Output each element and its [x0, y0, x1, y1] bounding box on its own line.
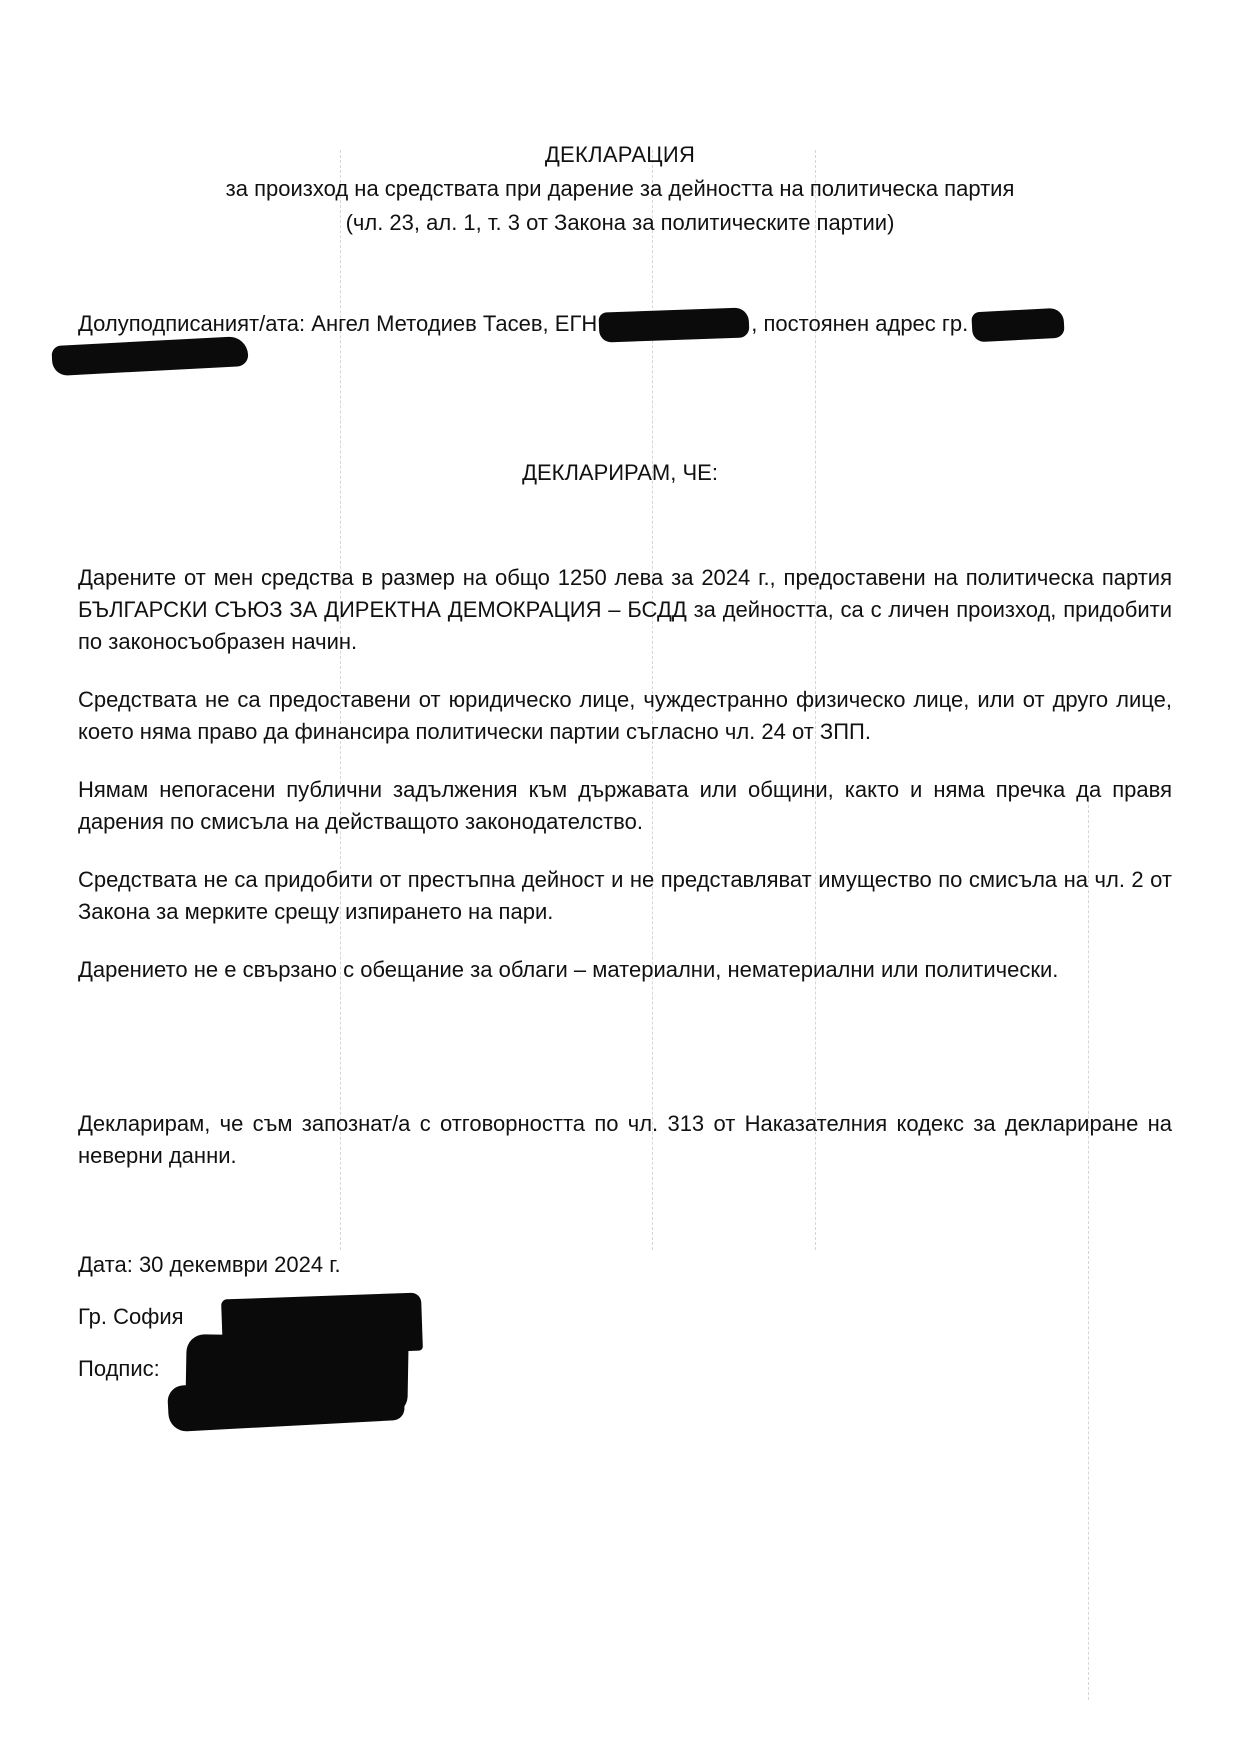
city-line: Гр. София — [78, 1304, 184, 1329]
declarant-label: Долуподписаният/ата: — [78, 311, 306, 336]
egn-label: ЕГН — [554, 311, 598, 336]
declaration-body — [78, 562, 1172, 1012]
paragraph-donation-origin: Дарените от мен средства в размер на общо 1250 лева за 2024 г., предоставени на политическа партия БЪЛГАРСКИ СЪЮЗ ЗА ДИРЕКТНА ДЕМОКРАЦИЯ – БСДД за дейността, са с личен произход, придобити по законосъобразен начин. — [78, 565, 1172, 654]
paragraph-not-criminal: Средствата не са придобити от престъпна дейност и не представляват имущество по смисъла на чл. 2 от Закона за мерките срещу изпирането на пари. — [78, 867, 1172, 924]
legal-reference: (чл. 23, ал. 1, т. 3 от Закона за политическите партии) — [345, 210, 895, 235]
date-line: Дата: 30 декември 2024 г. — [78, 1252, 341, 1277]
responsibility-statement: Декларирам, че съм запознат/а с отговорността по чл. 313 от Наказателния кодекс за деклариране на неверни данни. — [78, 1111, 1172, 1168]
redacted-address — [972, 308, 1065, 343]
paragraph-no-obligations: Нямам непогасени публични задължения към държавата или общини, както и няма пречка да правя дарения по смисъла на действащото законодателство. — [78, 777, 1172, 834]
document-title: ДЕКЛАРАЦИЯ — [544, 142, 696, 167]
declare-heading: ДЕКЛАРИРАМ, ЧЕ: — [522, 460, 718, 485]
declarant-name: Ангел Методиев Тасев, — [311, 311, 549, 336]
paragraph-not-legal-entity: Средствата не са предоставени от юридическо лице, чуждестранно физическо лице, или от друго лице, което няма право да финансира политически партии съгласно чл. 24 от ЗПП. — [78, 687, 1172, 744]
signature-label: Подпис: — [78, 1356, 160, 1381]
paragraph-no-benefits: Дарението не е свързано с обещание за облаги – материални, нематериални или политически. — [78, 957, 1059, 982]
address-label: , постоянен адрес гр. — [751, 311, 969, 336]
redacted-address-continued — [51, 336, 248, 376]
redacted-egn — [599, 308, 750, 343]
document-subtitle: за произход на средствата при дарение за дейността на политическа партия — [225, 176, 1015, 201]
title-block — [130, 138, 1110, 240]
declarant-line — [78, 307, 1178, 341]
